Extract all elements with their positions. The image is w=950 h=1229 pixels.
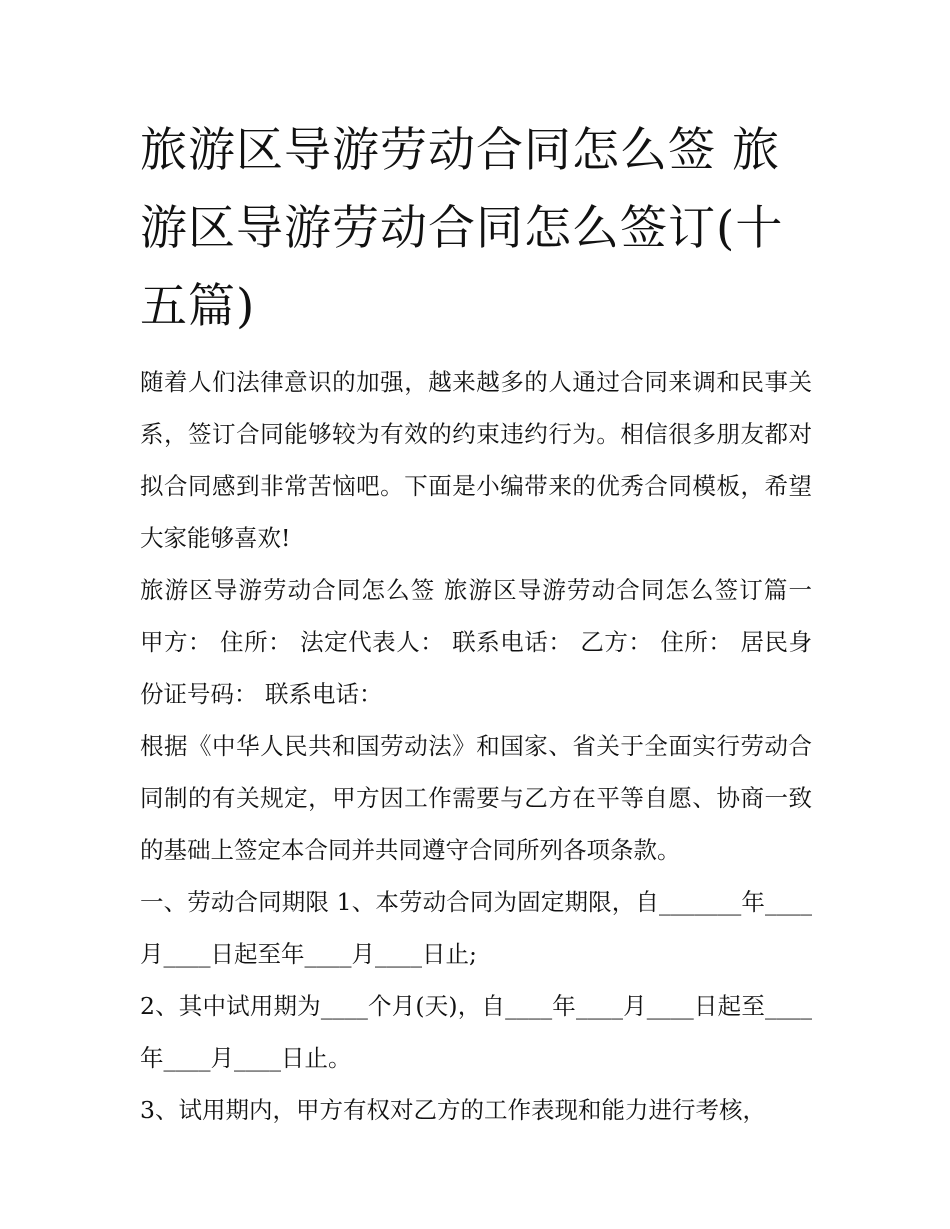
document-title: 旅游区导游劳动合同怎么签 旅游区导游劳动合同怎么签订(十五篇) (140, 123, 784, 334)
probation-paragraph: 2、其中试用期为____个月(天)，自____年____月____日起至____年____月____日止。 (140, 992, 812, 1072)
parties-paragraph: 旅游区导游劳动合同怎么签 旅游区导游劳动合同怎么签订篇一 甲方： 住所： 法定代表人： 联系电话： 乙方： 住所： 居民身份证号码： 联系电话： (140, 576, 812, 708)
term-paragraph: 一、劳动合同期限 1、本劳动合同为固定期限，自_______年____月____日起至年____月____日止; (140, 888, 812, 968)
assessment-paragraph: 3、试用期内，甲方有权对乙方的工作表现和能力进行考核， (140, 1096, 766, 1124)
document-page (140, 112, 812, 1136)
intro-paragraph: 随着人们法律意识的加强，越来越多的人通过合同来调和民事关系，签订合同能够较为有效的约束违约行为。相信很多朋友都对拟合同感到非常苦恼吧。下面是小编带来的优秀合同模板，希望大家能够喜欢! (140, 368, 812, 552)
basis-paragraph: 根据《中华人民共和国劳动法》和国家、省关于全面实行劳动合同制的有关规定，甲方因工作需要与乙方在平等自愿、协商一致的基础上签定本合同并共同遵守合同所列各项条款。 (140, 732, 812, 864)
